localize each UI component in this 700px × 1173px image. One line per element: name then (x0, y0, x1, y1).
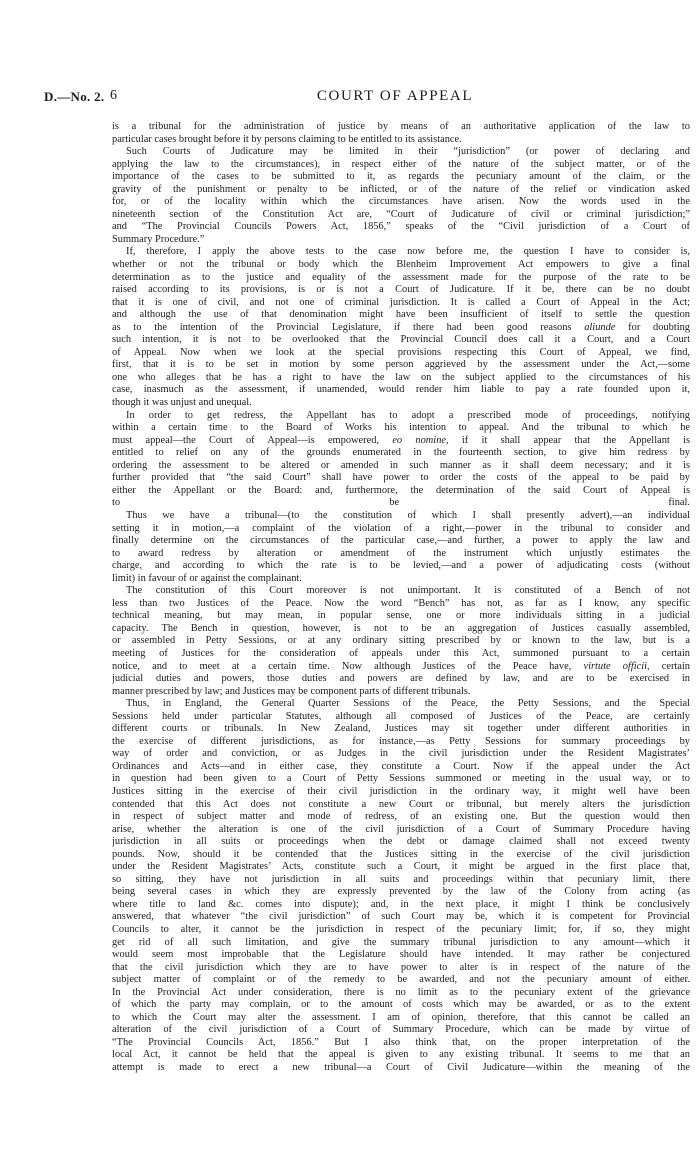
text-line: judicial duties and powers, those duties and powers are defined by law, and are to be exercised in (112, 673, 690, 685)
text-line: nineteenth section of the Constitution Act are, “Court of Judicature of civil or criminal jurisdiction;” (112, 208, 690, 220)
text-line: within a certain time to the Board of Works his intention to appeal. And the tribunal to which he (112, 422, 690, 434)
text-line: setting it in motion,—a complaint of the violation of a right,—power in the tribunal to consider and (112, 522, 690, 534)
text-line: that the civil jurisdiction which they are to have power to alter is in respect of the nature of the (112, 961, 690, 973)
text-line: way of order and conviction, or as Judges in the civil jurisdiction under the Resident Magistrates’ (112, 748, 690, 760)
text-line: notice, and to meet at a certain time. Now although Justices of the Peace have, virtute officii, certain (112, 660, 690, 672)
text-line: such intention, it is not to be overlooked that the Provincial Council does call it a Court, and a Court (112, 334, 690, 346)
text-line: “The Provincial Councils Act, 1856.” But I also think that, on the proper interpretation of the (112, 1036, 690, 1048)
paragraph (112, 121, 690, 146)
text-line: Councils to alter, it cannot be the jurisdiction in respect of the pecuniary limit; for, if so, they might (112, 924, 690, 935)
paragraph (112, 698, 690, 1074)
text-line: different courts or tribunals. In New Zealand, Justices may sit together under different authorities in (112, 723, 690, 735)
text-line: as to the intention of the Provincial Legislature, if there had been good reasons aliunde for doubting (112, 321, 690, 333)
text-line: less than two Justices of the Peace. Now the word “Bench” has not, as far as I know, any specific (112, 597, 690, 609)
paragraph (112, 410, 690, 510)
text-line: ordering the assessment to be altered or amended in such manner as it shall deem necessary; and it is (112, 459, 690, 471)
text-line: Thus, in England, the General Quarter Sessions of the Peace, the Petty Sessions, and the Special (126, 698, 690, 710)
text-line: of Appeal. Now when we look at the special provisions respecting this Court of Appeal, we find, (112, 346, 690, 358)
text-line: importance of the cases to be submitted to it, as regards the pecuniary amount of the claim, or the (112, 171, 690, 183)
text-line: for, or of the locality within which the circumstances have arisen. Now the words used in the (112, 196, 690, 208)
text-line: to award redress by alteration or amendment of the instrument which unjustly estimates the (112, 547, 690, 559)
text-line: In the Provincial Act under consideration, there is no limit as to the pecuniary extent of the grievance (112, 986, 690, 998)
text-line: applying the law to the circumstances), in respect either of the nature of the subject matter, or of the (112, 158, 690, 170)
text-line: one who alleges that he has a right to have the law on the subject applied to the circumstances of his (112, 371, 690, 383)
text-line: The constitution of this Court moreover is not unimportant. It is constituted of a Bench of not (126, 585, 690, 597)
text-line: determination as to the justice and equality of the assessment made for the purpose of the rate to be (112, 271, 690, 283)
text-line: though it was unjust and unequal. (112, 397, 252, 409)
text-line: either the Appellant or the Board: and, furthermore, the determination of the said Court of Appeal is (112, 484, 690, 496)
text-line: under the Resident Magistrates’ Acts, constitute such a Court, it might be argued in the first place that, (112, 861, 690, 873)
text-line: get rid of all such limitation, and give the summary tribunal jurisdiction to any amount—which it (112, 936, 690, 948)
text-line: limit) in favour of or against the complainant. (112, 572, 302, 584)
body-text (112, 121, 690, 1075)
text-line: attempt is made to erect a new tribunal—a Court of Civil Judicature—within the meaning of the (112, 1062, 690, 1074)
text-line: jurisdiction in all suits or proceedings when the debt or damage claimed shall not exceed twenty (112, 836, 690, 848)
text-line: and although the use of that denomination might have been insufficient of itself to settle the question (112, 309, 690, 321)
text-line: whether or not the tribunal or body which the Blenheim Improvement Act empowers to give a final (112, 259, 690, 271)
text-line: Sessions held under particular Statutes, although all composed of Justices of the Peace, are certainly (112, 710, 690, 722)
paragraph (112, 146, 690, 246)
text-line: case, inasmuch as the assessment, if unamended, would render him liable to pay a rate founded upon it, (112, 384, 690, 396)
text-line: Summary Procedure.” (112, 233, 205, 245)
text-line: and “The Provincial Councils Powers Act, 1856,” speaks of the “Civil jurisdiction of a Court of (112, 221, 690, 233)
text-line: Ordinances and Acts—and in either case, they constitute a Court. Now if the appeal under the Act (112, 760, 690, 772)
text-line: that it is one of civil, and not one of criminal jurisdiction. It is called a Court of Appeal in the Act; (112, 296, 690, 308)
text-line: charge, and according to which the rate is to be levied,—and a power of adjudicating costs (without (112, 560, 690, 572)
paragraph (112, 510, 690, 585)
text-line: raised according to its provisions, is or is not a Court of Judicature. If it be, there can be no doubt (112, 284, 690, 296)
text-line: meeting of Justices for the consideration of appeals under this Act, summoned pursuant to a certain (112, 647, 690, 659)
text-line: of which the party may complain, or to the amount of costs which may be awarded, or as to the extent (112, 999, 690, 1011)
text-line: must appeal—the Court of Appeal—is empowered, eo nomine, if it shall appear that the Appellant is (112, 434, 690, 446)
text-line: local Act, it cannot be held that the appeal is given to any existing tribunal. It seems to me that an (112, 1049, 690, 1061)
text-line: manner prescribed by law; and Justices may be component parts of different tribunals. (112, 685, 471, 697)
text-line: so sitting, they have not jurisdiction in all suits and proceedings within that pecuniary limit, there (112, 873, 690, 885)
text-line: in question had been given to a Court of Petty Sessions summoned or meeting in the usual way, or to (112, 773, 690, 785)
text-line: further provided that “the said Court” shall have power to order the costs of the appeal to be paid by (112, 472, 690, 484)
text-line: subject matter of complaint or of the remedy to be awarded, and not the pecuniary amount of either. (112, 974, 690, 986)
text-line: Justices sitting in the exercise of their civil jurisdiction in the ordinary way, it might well have been (112, 785, 690, 797)
paragraph (112, 246, 690, 409)
text-line: If, therefore, I apply the above tests to the case now before me, the question I have to consider is, (126, 246, 690, 258)
text-line: Such Courts of Judicature may be limited in their “jurisdiction” (or power of declaring and (126, 146, 690, 158)
text-line: particular cases brought before it by persons claiming to be entitled to its assistance. (112, 133, 462, 145)
text-line: alteration of the civil jurisdiction of a Court of Summary Procedure, which can be made by virtue of (112, 1024, 690, 1036)
paragraph (112, 585, 690, 698)
text-line: Thus we have a tribunal—(to the constitution of which I shall presently advert),—an individual (126, 509, 690, 521)
text-line: capacity. The Bench in question, however, is not to be an aggregation of Justices casually assembled, (112, 622, 690, 634)
text-line: or assembled in Petty Sessions, or at any ordinary sitting prescribed by or known to the law, but is a (112, 635, 690, 647)
text-line: to which the Court may alter the assessment. I am of opinion, therefore, that this cannot be called an (112, 1011, 690, 1023)
text-line: entitled to relief on any of the grounds enumerated in the fourteenth section, to give him redress by (112, 447, 690, 459)
text-line: would seem most improbable that the Legislature should have intended. It may rather be conjectured (112, 949, 690, 961)
text-line: technical meaning, but may mean, in popular sense, one or more individuals sitting in a judicial (112, 610, 690, 622)
text-line: being several cases in which they are expressly prevented by the law of the Colony from acting (as (112, 886, 690, 898)
text-line: pounds. Now, should it be contended that the Justices sitting in the exercise of the civil jurisdiction (112, 848, 690, 860)
text-line: is a tribunal for the administration of justice by means of an authoritative application of the law to (112, 121, 690, 132)
text-line: the exercise of different jurisdictions, as for instance,—as Petty Sessions for summary proceedings by (112, 735, 690, 747)
document-reference: D.—No. 2. (44, 89, 105, 104)
text-line: In order to get redress, the Appellant has to adopt a prescribed mode of proceedings, notifying (126, 409, 690, 421)
text-line: first, that it is to be set in motion by some person aggrieved by the assessment under the Act,—some (112, 359, 690, 371)
text-line: arise, whether the alteration is one of the civil jurisdiction of a Court of Summary Procedure having (112, 823, 690, 835)
text-line: where title to land &c. comes into dispute); and, in the next place, it might I think be conclusively (112, 898, 690, 910)
text-line: finally determine on the circumstances of the particular case,—and further, a power to apply the law and (112, 535, 690, 547)
text-line: contended that this Act does not constitute a new Court or tribunal, but merely alters the jurisdiction (112, 798, 690, 810)
running-head: COURT OF APPEAL (316, 88, 474, 104)
page-number: 6 (110, 88, 117, 103)
text-line: answered, that whatever “the civil jurisdiction” of such Court may be, which it is competent for Provincial (112, 911, 690, 923)
text-line: to be final. (112, 497, 690, 509)
text-line: in respect of subject matter and mode of redress, of an existing one. But the question would then (112, 811, 690, 823)
text-line: gravity of the punishment or penalty to be inflicted, or of the nature of the relief or vindication asked (112, 183, 690, 195)
